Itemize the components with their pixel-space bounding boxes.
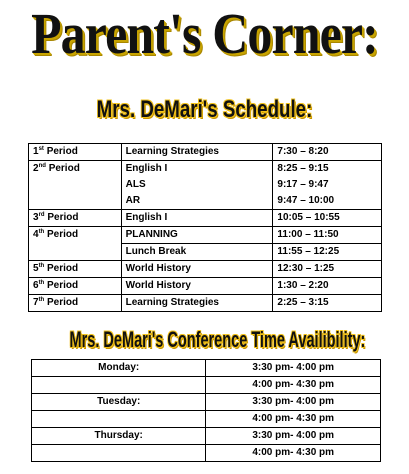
class-cell: English I [121,210,273,227]
table-row [29,210,382,227]
time-cell: 9:17 – 9:47 [273,177,382,193]
schedule-table [28,143,382,312]
class-cell: AR [121,193,273,210]
class-cell: World History [121,278,273,295]
period-cell: 7th Period [29,295,122,312]
time-cell: 1:30 – 2:20 [273,278,382,295]
slot-cell: 4:00 pm- 4:30 pm [206,377,381,394]
time-cell: 10:05 – 10:55 [273,210,382,227]
conference-heading: Mrs. DeMari's Conference Time Availibility: [69,327,366,352]
table-row [29,278,382,295]
time-cell: 11:00 – 11:50 [273,227,382,244]
table-row [32,377,381,394]
table-row [32,411,381,428]
slot-cell: 4:00 pm- 4:30 pm [206,445,381,462]
time-cell: 12:30 – 1:25 [273,261,382,278]
page-title: Parent's Corner: [31,1,378,66]
period-cell [29,177,122,193]
day-cell: Thursday: [32,428,206,445]
day-cell: Tuesday: [32,394,206,411]
table-row [29,227,382,244]
table-row [32,445,381,462]
class-cell: Lunch Break [121,244,273,261]
table-row [32,360,381,377]
time-cell: 8:25 – 9:15 [273,161,382,178]
schedule-heading: Mrs. DeMari's Schedule: [96,96,313,123]
class-cell: PLANNING [121,227,273,244]
class-cell: Learning Strategies [121,144,273,161]
time-cell: 2:25 – 3:15 [273,295,382,312]
class-cell: Learning Strategies [121,295,273,312]
period-cell: 6th Period [29,278,122,295]
class-cell: World History [121,261,273,278]
class-cell: ALS [121,177,273,193]
table-row [29,261,382,278]
day-cell [32,445,206,462]
time-cell: 11:55 – 12:25 [273,244,382,261]
day-cell [32,411,206,428]
period-cell [29,193,122,210]
period-cell: 4th Period [29,227,122,244]
slot-cell: 3:30 pm- 4:00 pm [206,428,381,445]
table-row [32,394,381,411]
time-cell: 9:47 – 10:00 [273,193,382,210]
table-row [29,193,382,210]
class-cell: English I [121,161,273,178]
table-row [29,144,382,161]
period-cell: 3rd Period [29,210,122,227]
table-row [29,161,382,178]
table-row [32,428,381,445]
time-cell: 7:30 – 8:20 [273,144,382,161]
day-cell: Monday: [32,360,206,377]
slot-cell: 3:30 pm- 4:00 pm [206,394,381,411]
slot-cell: 3:30 pm- 4:00 pm [206,360,381,377]
period-cell [29,244,122,261]
table-row [29,295,382,312]
day-cell [32,377,206,394]
table-row [29,177,382,193]
table-row [29,244,382,261]
period-cell: 1st Period [29,144,122,161]
slot-cell: 4:00 pm- 4:30 pm [206,411,381,428]
period-cell: 2nd Period [29,161,122,178]
conference-table [31,359,381,462]
period-cell: 5th Period [29,261,122,278]
